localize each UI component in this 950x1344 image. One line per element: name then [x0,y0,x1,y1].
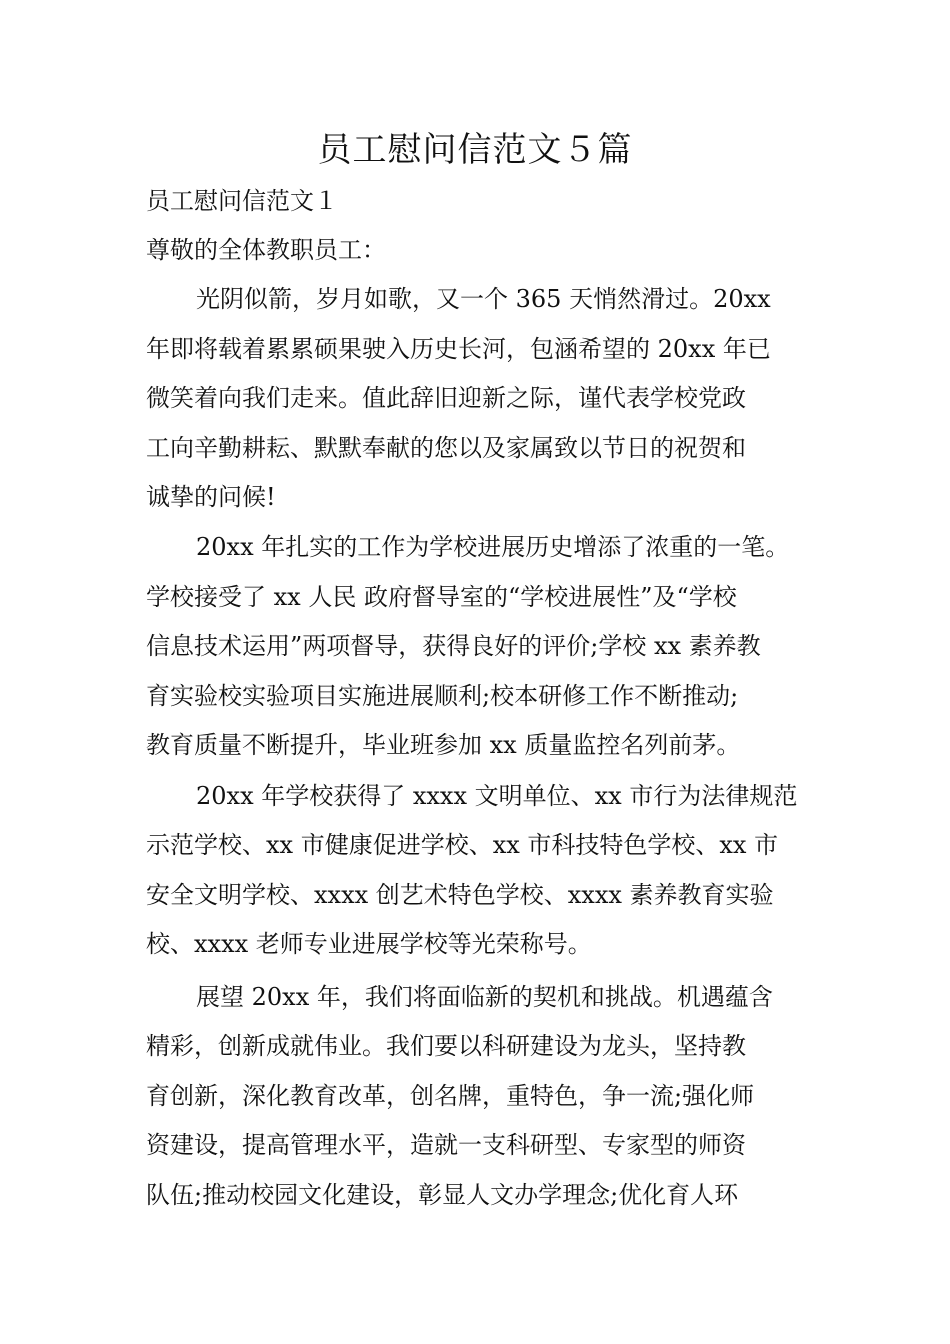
salutation: 尊敬的全体教职员工： [146,236,386,264]
paragraph-2-line-5: 教育质量不断提升，毕业班参加 xx 质量监控名列前茅。 [146,731,741,759]
paragraph-2-line-2: 学校接受了 xx 人民 政府督导室的“学校进展性”及“学校 [146,583,737,611]
paragraph-1-line-2: 年即将载着累累硕果驶入历史长河，包涵希望的 20xx 年已 [146,335,771,363]
paragraph-2-line-1: 20xx 年扎实的工作为学校进展历史增添了浓重的一笔。 [196,533,790,561]
section-heading: 员工慰问信范文１ [146,187,338,215]
paragraph-4-line-3: 育创新，深化教育改革，创名牌，重特色，争一流;强化师 [146,1082,755,1110]
paragraph-2-line-3: 信息技术运用”两项督导，获得良好的评价;学校 xx 素养教 [146,632,761,660]
paragraph-3-line-3: 安全文明学校、xxxx 创艺术特色学校、xxxx 素养教育实验 [146,881,774,909]
paragraph-2-line-4: 育实验校实验项目实施进展顺利;校本研修工作不断推动; [146,682,739,710]
paragraph-4-line-2: 精彩，创新成就伟业。我们要以科研建设为龙头，坚持教 [146,1032,746,1060]
paragraph-1-line-4: 工向辛勤耕耘、默默奉献的您以及家属致以节日的祝贺和 [146,434,746,462]
paragraph-4-line-4: 资建设，提高管理水平，造就一支科研型、专家型的师资 [146,1131,746,1159]
paragraph-1-line-1: 光阴似箭，岁月如歌，又一个 365 天悄然滑过。20xx [196,285,771,313]
paragraph-4-line-5: 队伍;推动校园文化建设，彰显人文办学理念;优化育人环 [146,1181,739,1209]
paragraph-3-line-1: 20xx 年学校获得了 xxxx 文明单位、xx 市行为法律规范 [196,782,798,810]
paragraph-1-line-3: 微笑着向我们走来。值此辞旧迎新之际，谨代表学校党政 [146,384,746,412]
paragraph-3-line-4: 校、xxxx 老师专业进展学校等光荣称号。 [146,930,592,958]
paragraph-4-line-1: 展望 20xx 年，我们将面临新的契机和挑战。机遇蕴含 [196,983,773,1011]
document-title: 员工慰问信范文５篇 [317,130,633,170]
paragraph-1-line-5: 诚挚的问候! [146,483,276,511]
paragraph-3-line-2: 示范学校、xx 市健康促进学校、xx 市科技特色学校、xx 市 [146,831,779,859]
